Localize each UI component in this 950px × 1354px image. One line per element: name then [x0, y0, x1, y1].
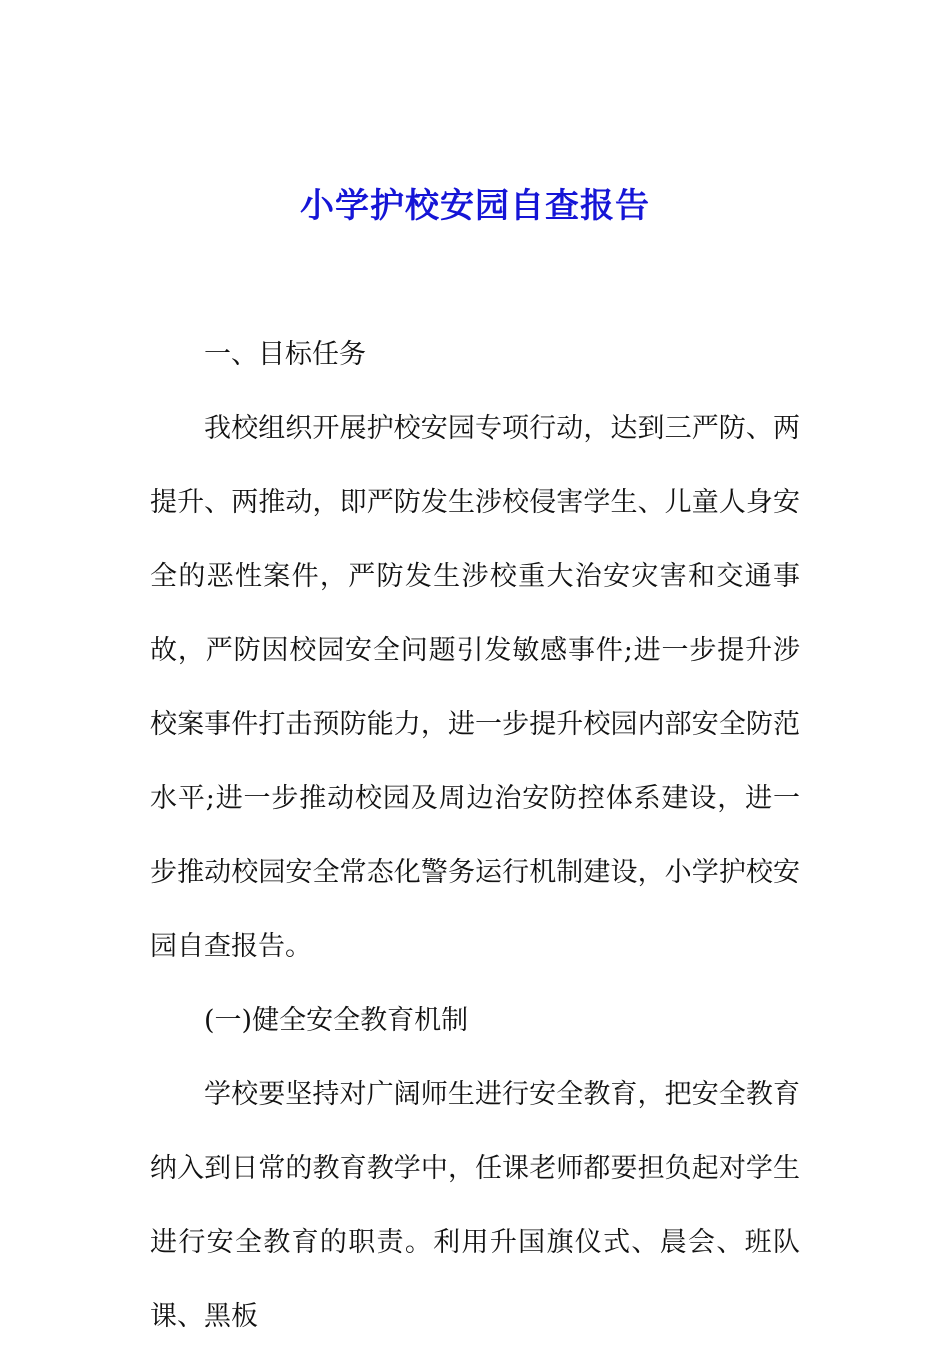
subsection-heading: (一)健全安全教育机制 [204, 1005, 469, 1036]
body-paragraph: 我校组织开展护校安园专项行动，达到三严防、两提升、两推动，即严防发生涉校侵害学生、儿童人身安全的恶性案件，严防发生涉校重大治安灾害和交通事故，严防因校园安全问题引发敏感事件;进一步提升涉校案事件打击预防能力，进一步提升校园内部安全防范水平;进一步推动校园及周边治安防控体系建设，进一步推动校园安全常态化警务运行机制建设，小学护校安园自查报告。 [150, 413, 800, 962]
body-paragraph: 学校要坚持对广阔师生进行安全教育，把安全教育纳入到日常的教育教学中，任课老师都要担负起对学生进行安全教育的职责。利用升国旗仪式、晨会、班队课、黑板 [150, 1079, 800, 1332]
document-body [150, 318, 800, 1354]
document-title: 小学护校安园自查报告 [300, 186, 650, 226]
section-heading: 一、目标任务 [204, 339, 366, 370]
